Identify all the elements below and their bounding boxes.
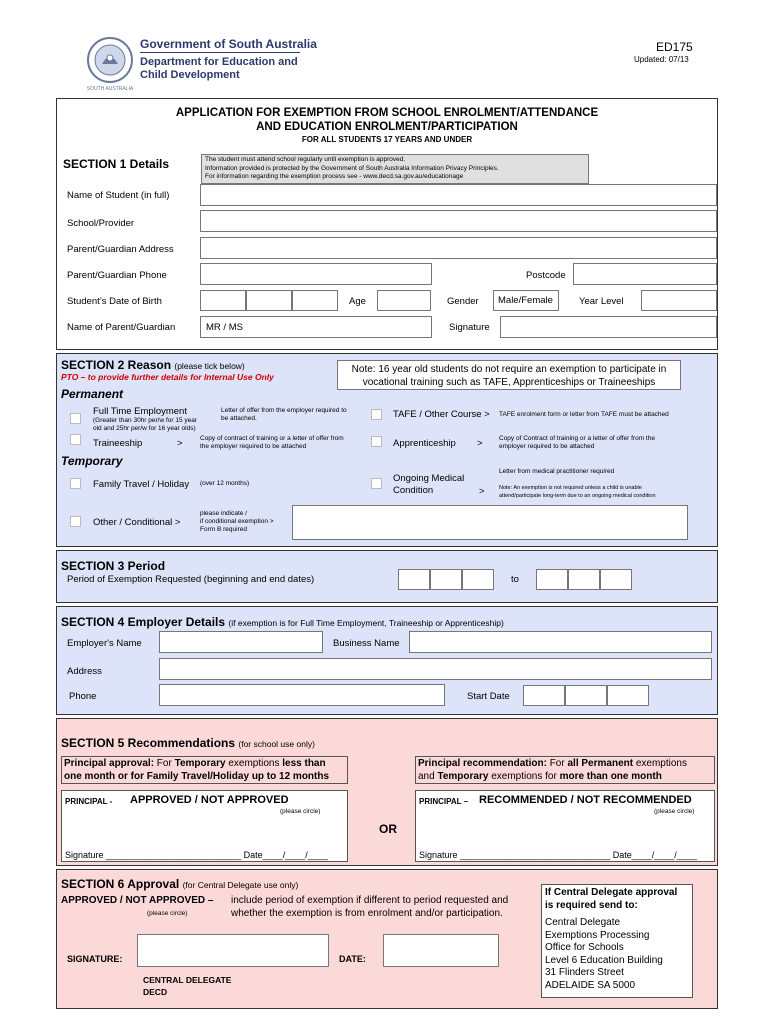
family-travel-label: Family Travel / Holiday bbox=[93, 479, 190, 490]
student-name-field[interactable] bbox=[200, 184, 717, 206]
employer-phone-field[interactable] bbox=[159, 684, 445, 706]
section-5-heading bbox=[61, 736, 315, 750]
year-level-field[interactable] bbox=[641, 290, 717, 311]
approval-ex: exemptions bbox=[225, 758, 283, 769]
fte-doc-2: be attached. bbox=[221, 415, 257, 422]
tafe-checkbox[interactable] bbox=[371, 409, 382, 420]
fte-checkbox[interactable] bbox=[70, 413, 81, 424]
medical-note-1: Note: An exemption is not required unless a child is unable bbox=[499, 485, 642, 491]
student-name-label: Name of Student (in full) bbox=[67, 190, 170, 201]
rec-more: more than one month bbox=[559, 771, 662, 782]
section-2-heading bbox=[61, 358, 245, 372]
school-field[interactable] bbox=[200, 210, 717, 232]
principal-recommendation-box bbox=[415, 756, 715, 784]
medical-arrow: > bbox=[479, 486, 485, 497]
recommendation-line-2 bbox=[418, 770, 712, 783]
note-line-1: Note: 16 year old students do not require an exemption to participate in bbox=[351, 364, 667, 375]
period-label: Period of Exemption Requested (beginning and end dates) bbox=[67, 574, 315, 585]
age-field[interactable] bbox=[377, 290, 431, 311]
central-delegate-label: CENTRAL DELEGATE bbox=[143, 975, 232, 985]
temporary-heading: Temporary bbox=[61, 454, 123, 468]
family-travel-checkbox[interactable] bbox=[70, 478, 81, 489]
section-6-note: (for Central Delegate use only) bbox=[182, 880, 299, 890]
section-4 bbox=[56, 606, 718, 715]
delegate-signature-field[interactable] bbox=[137, 934, 329, 967]
form-title-3: FOR ALL STUDENTS 17 YEARS AND UNDER bbox=[301, 135, 473, 144]
form-code: ED175 bbox=[656, 40, 693, 54]
tafe-doc: TAFE enrolment form or letter from TAFE must be attached bbox=[499, 411, 669, 418]
section-2-title: SECTION 2 Reason bbox=[61, 358, 172, 372]
section-6-heading bbox=[61, 877, 298, 891]
rec-perm: all Permanent bbox=[567, 758, 634, 769]
approval-temp: Temporary bbox=[174, 758, 226, 769]
rec-ex2: exemptions for bbox=[488, 771, 560, 782]
fte-sub-1: (Greater than 30hr per/w for 15 year bbox=[93, 417, 198, 424]
medical-note-2: attend/participate long-term due to an ongoing medical condition bbox=[499, 493, 656, 499]
apprenticeship-arrow: > bbox=[477, 438, 483, 449]
section-5 bbox=[56, 718, 718, 866]
employer-name-label: Employer's Name bbox=[67, 638, 142, 649]
other-arrow: > bbox=[174, 517, 181, 528]
section-2 bbox=[56, 353, 718, 547]
traineeship-checkbox[interactable] bbox=[70, 434, 81, 445]
employer-name-field[interactable] bbox=[159, 631, 323, 653]
notice-line-1: The student must attend school regularly until exemption is approved. bbox=[205, 156, 406, 163]
rec-for: For bbox=[546, 758, 568, 769]
send-to-box bbox=[541, 884, 693, 998]
postcode-field[interactable] bbox=[573, 263, 717, 285]
tafe-label bbox=[393, 409, 490, 420]
section-4-heading bbox=[61, 615, 504, 629]
principal-approve-panel bbox=[61, 790, 348, 862]
fte-sub-2: old and 25hr per/w for 16 year olds) bbox=[93, 425, 196, 432]
rec-ex: exemptions bbox=[633, 758, 687, 769]
phone-label: Parent/Guardian Phone bbox=[67, 270, 167, 281]
employer-address-label: Address bbox=[67, 666, 102, 677]
start-date-year[interactable] bbox=[607, 685, 649, 706]
business-name-label: Business Name bbox=[333, 638, 400, 649]
approval-lead: Principal approval: bbox=[64, 758, 155, 769]
year-level-label: Year Level bbox=[579, 296, 624, 307]
principal-left-label: PRINCIPAL - bbox=[65, 797, 113, 806]
medical-doc: Letter from medical practitioner required bbox=[499, 468, 615, 475]
permanent-heading: Permanent bbox=[61, 387, 124, 401]
traineeship-doc-2: the employer required to be attached bbox=[200, 443, 307, 450]
signature-label-6: SIGNATURE: bbox=[67, 954, 123, 964]
rec-temp: Temporary bbox=[437, 771, 489, 782]
delegate-date-field[interactable] bbox=[383, 934, 499, 967]
family-travel-doc: (over 12 months) bbox=[200, 480, 250, 487]
section-4-note: (if exemption is for Full Time Employment, Traineeship or Apprenticeship) bbox=[228, 618, 504, 628]
school-label: School/Provider bbox=[67, 218, 135, 229]
phone-field[interactable] bbox=[200, 263, 432, 285]
pto-note: PTO – to provide further details for Internal Use Only bbox=[61, 372, 274, 382]
employer-phone-label: Phone bbox=[69, 691, 97, 702]
or-label: OR bbox=[379, 822, 397, 836]
start-year[interactable] bbox=[462, 569, 494, 590]
dob-day[interactable] bbox=[200, 290, 246, 311]
section-6-circle: (please circle) bbox=[147, 910, 188, 917]
start-date-day[interactable] bbox=[523, 685, 565, 706]
note-line-2: vocational training such as TAFE, Apprenticeships or Traineeships bbox=[362, 377, 656, 388]
apprenticeship-label: Apprenticeship bbox=[393, 438, 456, 449]
medical-label-2: Condition bbox=[393, 485, 434, 496]
start-day[interactable] bbox=[398, 569, 430, 590]
end-year[interactable] bbox=[600, 569, 632, 590]
principal-recommend-panel bbox=[415, 790, 715, 862]
apprenticeship-checkbox[interactable] bbox=[371, 436, 382, 447]
age-label: Age bbox=[349, 296, 366, 307]
other-doc-1: please indicate / bbox=[200, 510, 247, 517]
section-2-note: (please tick below) bbox=[174, 361, 245, 371]
circle-note-right: (please circle) bbox=[654, 808, 695, 815]
approval-less: less than bbox=[282, 758, 326, 769]
traineeship-label: Traineeship bbox=[93, 438, 143, 449]
address-line-4: Level 6 Education Building bbox=[545, 954, 663, 966]
traineeship-doc-1: Copy of contract of training or a letter of offer from bbox=[200, 435, 344, 442]
gender-field[interactable]: Male/Female bbox=[493, 290, 559, 311]
section-3 bbox=[56, 550, 718, 603]
principal-right-label: PRINCIPAL – bbox=[419, 797, 469, 806]
section-1-heading: SECTION 1 Details bbox=[63, 157, 170, 171]
recommendation-line-1 bbox=[418, 757, 712, 770]
seal-caption: SOUTH AUSTRALIA bbox=[86, 86, 134, 92]
section-5-title: SECTION 5 Recommendations bbox=[61, 736, 236, 750]
approval-line-2: one month or for Family Travel/Holiday up to 12 months bbox=[64, 771, 330, 782]
apprenticeship-doc-2: employer required to be attached bbox=[499, 443, 595, 450]
section-4-title: SECTION 4 Employer Details bbox=[61, 615, 226, 629]
gov-name: Government of South Australia bbox=[140, 37, 317, 51]
address-line-6: ADELAIDE SA 5000 bbox=[545, 979, 636, 991]
other-label bbox=[93, 517, 180, 528]
end-day[interactable] bbox=[536, 569, 568, 590]
address-line-5: 31 Flinders Street bbox=[545, 967, 624, 978]
start-date-label: Start Date bbox=[467, 691, 510, 702]
approval-for: For bbox=[154, 758, 175, 769]
rec-lead: Principal recommendation: bbox=[418, 758, 547, 769]
address-label: Parent/Guardian Address bbox=[67, 244, 174, 255]
include-line-1: include period of exemption if different to period requested and bbox=[231, 895, 509, 906]
tafe-arrow: > bbox=[484, 409, 490, 420]
start-date-month[interactable] bbox=[565, 685, 607, 706]
dob-year[interactable] bbox=[292, 290, 338, 311]
other-doc-3: Form B required bbox=[200, 526, 247, 533]
recommended-options[interactable]: RECOMMENDED / NOT RECOMMENDED bbox=[479, 794, 692, 806]
circle-note-left: (please circle) bbox=[280, 808, 321, 815]
traineeship-arrow: > bbox=[177, 438, 183, 449]
other-doc-2: if conditional exemption > bbox=[200, 518, 274, 525]
section-6 bbox=[56, 869, 718, 1009]
section-3-heading: SECTION 3 Period bbox=[61, 559, 166, 573]
send-heading-1: If Central Delegate approval bbox=[545, 887, 678, 898]
gov-seal bbox=[86, 36, 134, 84]
parent-name-field[interactable]: MR / MS bbox=[200, 316, 432, 338]
date-label-6: DATE: bbox=[339, 954, 366, 964]
rec-and: and bbox=[418, 771, 438, 782]
other-details-field[interactable] bbox=[292, 505, 688, 540]
section-6-title: SECTION 6 Approval bbox=[61, 877, 180, 891]
signature-date-left[interactable]: Signature ___________________________ Date____/____/____ bbox=[65, 850, 328, 860]
signature-field[interactable] bbox=[500, 316, 717, 338]
approved-not-approved[interactable]: APPROVED / NOT APPROVED – bbox=[61, 895, 214, 906]
business-name-field[interactable] bbox=[409, 631, 712, 653]
include-line-2: whether the exemption is from enrolment and/or participation. bbox=[231, 908, 503, 919]
age-16-note bbox=[337, 360, 681, 390]
other-text: Other / Conditional bbox=[93, 517, 173, 528]
medical-label-1: Ongoing Medical bbox=[393, 473, 465, 484]
employer-address-field[interactable] bbox=[159, 658, 712, 680]
signature-date-right[interactable]: Signature ______________________________ Date____/____/____ bbox=[419, 850, 697, 860]
notice-line-2: Information provided is protected by the Government of South Australia Information Privacy Principles. bbox=[205, 164, 499, 172]
gender-label: Gender bbox=[447, 296, 479, 307]
dob-month[interactable] bbox=[246, 290, 292, 311]
parent-name-label: Name of Parent/Guardian bbox=[67, 322, 176, 333]
address-field[interactable] bbox=[200, 237, 717, 259]
apprenticeship-doc-1: Copy of Contract of training or a letter of offer from the bbox=[499, 435, 655, 442]
dept-name-2: Child Development bbox=[140, 69, 240, 81]
to-label: to bbox=[511, 574, 519, 585]
approved-options[interactable]: APPROVED / NOT APPROVED bbox=[130, 794, 289, 806]
logo-rule bbox=[140, 52, 300, 53]
principal-approval-box bbox=[61, 756, 348, 784]
other-checkbox[interactable] bbox=[70, 516, 81, 527]
notice-line-3: For information regarding the exemption process see - www.decd.sa.gov.au/educationage bbox=[205, 173, 464, 180]
form-title-2: AND EDUCATION ENROLMENT/PARTICIPATION bbox=[256, 121, 518, 133]
medical-checkbox[interactable] bbox=[371, 478, 382, 489]
send-heading-2: is required send to: bbox=[545, 899, 638, 911]
dob-label: Student’s Date of Birth bbox=[67, 296, 162, 307]
approval-line-1 bbox=[64, 757, 345, 770]
fte-doc-1: Letter of offer from the employer required to bbox=[221, 407, 347, 414]
decd-label: DECD bbox=[143, 987, 168, 997]
signature-label: Signature bbox=[449, 322, 490, 333]
section-1 bbox=[56, 98, 718, 350]
updated-date: Updated: 07/13 bbox=[634, 55, 689, 64]
address-line-1: Central Delegate bbox=[545, 917, 621, 928]
info-notice bbox=[201, 154, 589, 184]
end-month[interactable] bbox=[568, 569, 600, 590]
fte-label: Full Time Employment bbox=[93, 406, 187, 417]
postcode-label: Postcode bbox=[526, 270, 566, 281]
address-line-2: Exemptions Processing bbox=[545, 929, 650, 941]
start-month[interactable] bbox=[430, 569, 462, 590]
tafe-text: TAFE / Other Course bbox=[393, 409, 482, 420]
section-5-note: (for school use only) bbox=[238, 739, 315, 749]
address-line-3: Office for Schools bbox=[545, 942, 624, 953]
dept-name-1: Department for Education and bbox=[140, 56, 298, 68]
form-title-1: APPLICATION FOR EXEMPTION FROM SCHOOL ENROLMENT/ATTENDANCE bbox=[175, 107, 599, 119]
